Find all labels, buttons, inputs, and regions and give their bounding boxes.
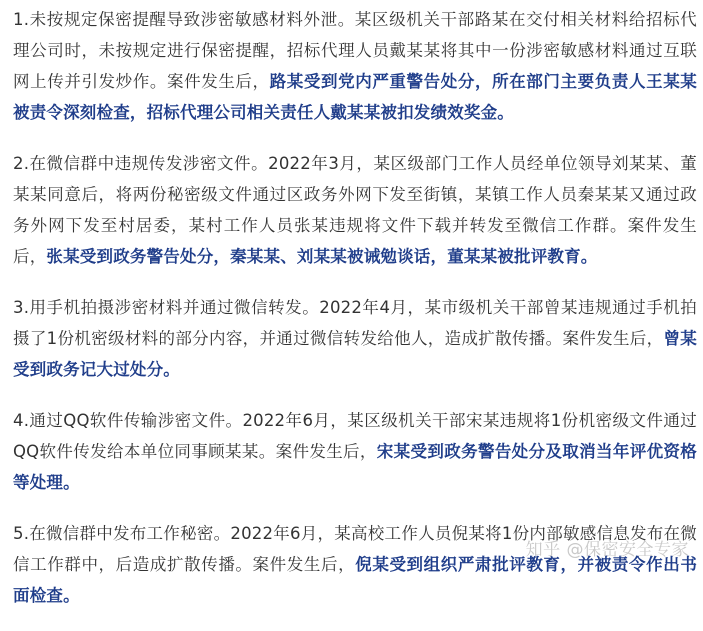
case-paragraph-2 [13, 148, 697, 272]
case-1-intro: 1.未按规定保密提醒导致涉密敏感材料外泄。某区级机关干部路某在交付相关材料给招标代理公司时，未按规定进行保密提醒，招标代理人员戴某某将其中一份涉密敏感材料通过互联网上传并引发炒作。案件发生后， [13, 10, 697, 91]
case-1-outcome: 路某受到党内严重警告处分，所在部门主要负责人王某某被责令深刻检查，招标代理公司相关责任人戴某某被扣发绩效奖金。 [13, 72, 698, 122]
case-paragraph-5 [13, 518, 697, 611]
case-4-intro: 4.通过QQ软件传输涉密文件。2022年6月，某区级机关干部宋某违规将1份机密级文件通过QQ软件传发给本单位同事顾某某。案件发生后， [13, 411, 697, 461]
case-3-outcome: 曾某受到政务记大过处分。 [13, 329, 697, 379]
case-paragraph-3 [13, 292, 697, 385]
case-2-outcome: 张某受到政务警告处分，秦某某、刘某某被诫勉谈话，董某某被批评教育。 [46, 247, 598, 266]
case-paragraph-4 [13, 405, 697, 498]
case-5-outcome: 倪某受到组织严肃批评教育，并被责令作出书面检查。 [13, 555, 698, 605]
case-4-outcome: 宋某受到政务警告处分及取消当年评优资格等处理。 [13, 442, 697, 492]
case-2-intro: 2.在微信群中违规传发涉密文件。2022年3月，某区级部门工作人员经单位领导刘某某、董某某同意后，将两份秘密级文件通过区政务外网下发至街镇，某镇工作人员秦某某又通过政务外网下发至村居委，某村工作人员张某违规将文件下载并转发至微信工作群。案件发生后， [13, 154, 697, 266]
source-watermark: 知乎 @保密安全专家 [525, 540, 689, 560]
case-3-intro: 3.用手机拍摄涉密材料并通过微信转发。2022年4月，某市级机关干部曾某违规通过手机拍摄了1份机密级材料的部分内容，并通过微信转发给他人，造成扩散传播。案件发生后， [13, 298, 697, 348]
case-5-intro: 5.在微信群中发布工作秘密。2022年6月，某高校工作人员倪某将1份内部敏感信息发布在微信工作群中，后造成扩散传播。案件发生后， [13, 524, 697, 574]
case-paragraph-1 [13, 4, 697, 128]
